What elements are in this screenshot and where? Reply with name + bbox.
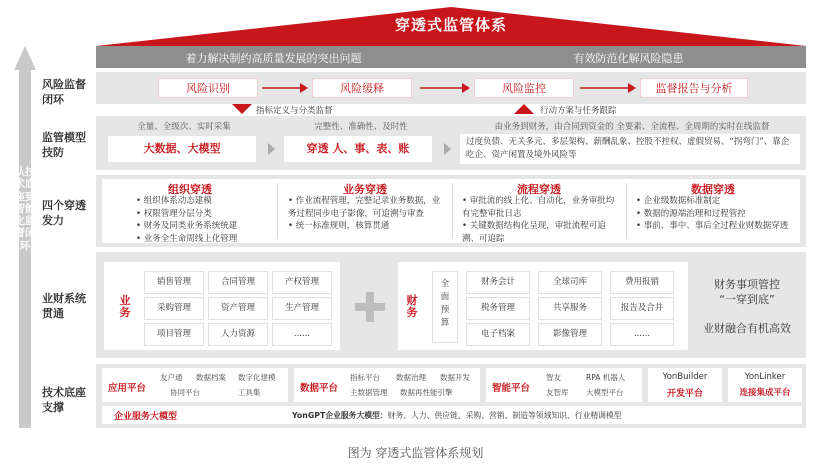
risk-identify-box: 风险识别: [158, 78, 258, 98]
plus-icon: [355, 292, 385, 322]
fin-cell: 财务会计: [466, 271, 530, 294]
biz-cell: 产权管理: [272, 271, 332, 294]
ai-item: 智友: [546, 373, 561, 382]
list-item: • 事前、事中、事后全过程业财数据穿透: [636, 221, 789, 231]
row-label-biz: 业财系统贯通: [42, 292, 86, 320]
biz-cell: 销售管理: [144, 271, 204, 294]
biz-label: 业务: [119, 294, 131, 319]
org-title: 组织穿透: [168, 183, 212, 196]
biz-cell: 人力资源: [208, 323, 268, 346]
ai-item: 大模型平台: [586, 388, 624, 397]
org-items: [136, 195, 276, 245]
model-box-penetrate: 穿透 人、事、表、账: [284, 136, 432, 162]
service-model-desc-bold: YonGPT企业服务大模型：: [292, 411, 388, 420]
data-item: 指标平台: [350, 373, 380, 382]
data-item: 主数据管理: [350, 388, 388, 397]
model-box-bigdata: 大数据、大模型: [108, 136, 256, 162]
row-label-four: 四个穿透发力: [42, 199, 86, 227]
fin-cell: ......: [610, 323, 674, 346]
ai-item: RPA 机器人: [586, 373, 626, 382]
figure-caption: 图为 穿透式监管体系规划: [347, 446, 484, 460]
list-item: • 关键数据结构化呈现，审批流程可追溯、可追踪: [462, 221, 606, 244]
service-model-desc-text: 财务、人力、供应链、采购、营销、制造等领域知识、行业精调模型: [387, 411, 622, 420]
app-item: 协同平台: [170, 388, 200, 397]
list-item: • 业务全生命周线上化管理: [136, 233, 238, 244]
model-sub3: 由业务到财务，由合同到资金的 全要素、全流程、全周期的实时在线监督: [494, 122, 770, 132]
data-items: [636, 195, 798, 233]
biz-cell: 资产管理: [208, 297, 268, 320]
fin-cell: 税务管理: [466, 297, 530, 320]
arrow-label-right: 行动方案与任务跟踪: [540, 106, 617, 116]
data-item: 数据再性能引擎: [400, 388, 453, 397]
list-item: • 财务及同类业务系统统建: [136, 221, 238, 231]
app-item: 友户通: [160, 373, 183, 382]
fin-label: 财务: [406, 294, 418, 319]
biz-cell: 生产管理: [272, 297, 332, 320]
app-item: 数字化建模: [238, 373, 276, 382]
data-platform-title: 数据平台: [300, 383, 339, 394]
biz-right-text2: “一穿到底”: [719, 293, 775, 306]
builder-label: 开发平台: [666, 389, 703, 399]
fin-cell: 共享服务: [538, 297, 602, 320]
builder-name: YonBuilder: [662, 372, 708, 382]
fin-cell: 电子档案: [466, 323, 530, 346]
list-item: • 权限管理分层分类: [136, 208, 212, 219]
data-item: 数据治理: [396, 373, 426, 382]
risk-report-box: 监督报告与分析: [640, 78, 748, 98]
side-label: 从技术底座到智能化监督闭环: [14, 166, 36, 252]
service-model-desc: [292, 410, 622, 421]
flow-title: 流程穿透: [517, 183, 561, 196]
list-item: • 统一标准规则，核算贯通: [288, 221, 390, 231]
arrow-label-left: 指标定义与分类监督: [256, 106, 333, 116]
list-item: • 作业流程管理，完整记录业务数据，业务过程同步电子影像，可追溯与审查: [288, 196, 441, 219]
biz-cell: 合同管理: [208, 271, 268, 294]
data-item: 数据开发: [440, 373, 470, 382]
chevron-right-icon: [268, 143, 275, 155]
app-item: 数据档案: [196, 373, 226, 382]
budget-label: 全面预算: [440, 279, 450, 328]
top-band-left: 着力解决制约高质量发展的突出问题: [185, 52, 362, 65]
model-sub1: 全量、全级次、实时采集: [137, 122, 231, 132]
linker-label: 连接集成平台: [739, 388, 791, 398]
flow-items: [462, 195, 622, 245]
divider: [452, 183, 453, 239]
list-item: • 组织体系动态建模: [136, 196, 212, 206]
triangle-up-icon: [514, 104, 534, 114]
arrow-right-icon: [420, 82, 470, 94]
app-platform-title: 应用平台: [108, 383, 147, 394]
linker-name: YonLinker: [744, 372, 786, 382]
divider: [626, 183, 627, 239]
list-item: • 企业级数据标准制定: [636, 196, 721, 206]
service-model-title: 企业服务大模型: [114, 412, 178, 422]
divider: [277, 183, 278, 239]
list-item: • 审批流的线上化、自动化，业务审批均有完整审批日志: [462, 196, 615, 219]
row-label-tech: 技术底座支撑: [42, 386, 86, 414]
list-item: • 数据的源端治理和过程管控: [636, 208, 746, 219]
biz-right-text3: 业财融合有机高效: [703, 322, 791, 335]
fin-cell: 费用报销: [610, 271, 674, 294]
model-sub2: 完整性、准确性、及时性: [314, 122, 408, 132]
arrow-right-icon: [262, 82, 308, 94]
biz-right-text1: 财务事项管控: [714, 278, 780, 291]
arrow-right-icon: [580, 82, 636, 94]
biz-items: [288, 195, 448, 233]
row-label-risk-loop: 风险监督闭环: [42, 78, 86, 106]
triangle-down-icon: [232, 104, 252, 114]
model-box-risks: 过度负债、无关多元、多层架构、薪酬乱象、控股不控权、虚假贸易、“拐弯门”、靠企吃企、资产闲置及境外风险等: [460, 134, 800, 164]
row-label-model: 监管模型技防: [42, 131, 86, 159]
app-item: 工具集: [238, 388, 261, 397]
risk-mitigate-box: 风险缓释: [312, 78, 412, 98]
fin-cell: 全球司库: [538, 271, 602, 294]
ai-platform-title: 智能平台: [492, 383, 531, 394]
biz-cell: 采购管理: [144, 297, 204, 320]
fin-cell: 影像管理: [538, 323, 602, 346]
ai-item: 友智库: [546, 388, 569, 397]
chevron-right-icon: [444, 143, 451, 155]
data-title: 数据穿透: [691, 183, 735, 196]
biz-cell: 项目管理: [144, 323, 204, 346]
risk-monitor-box: 风险监控: [474, 78, 574, 98]
main-title: 穿透式监管体系: [394, 16, 507, 34]
biz-title: 业务穿透: [343, 183, 387, 196]
biz-cell: ......: [272, 323, 332, 346]
top-band-right: 有效防范化解风险隐患: [573, 52, 684, 65]
fin-cell: 报告及合并: [610, 297, 674, 320]
